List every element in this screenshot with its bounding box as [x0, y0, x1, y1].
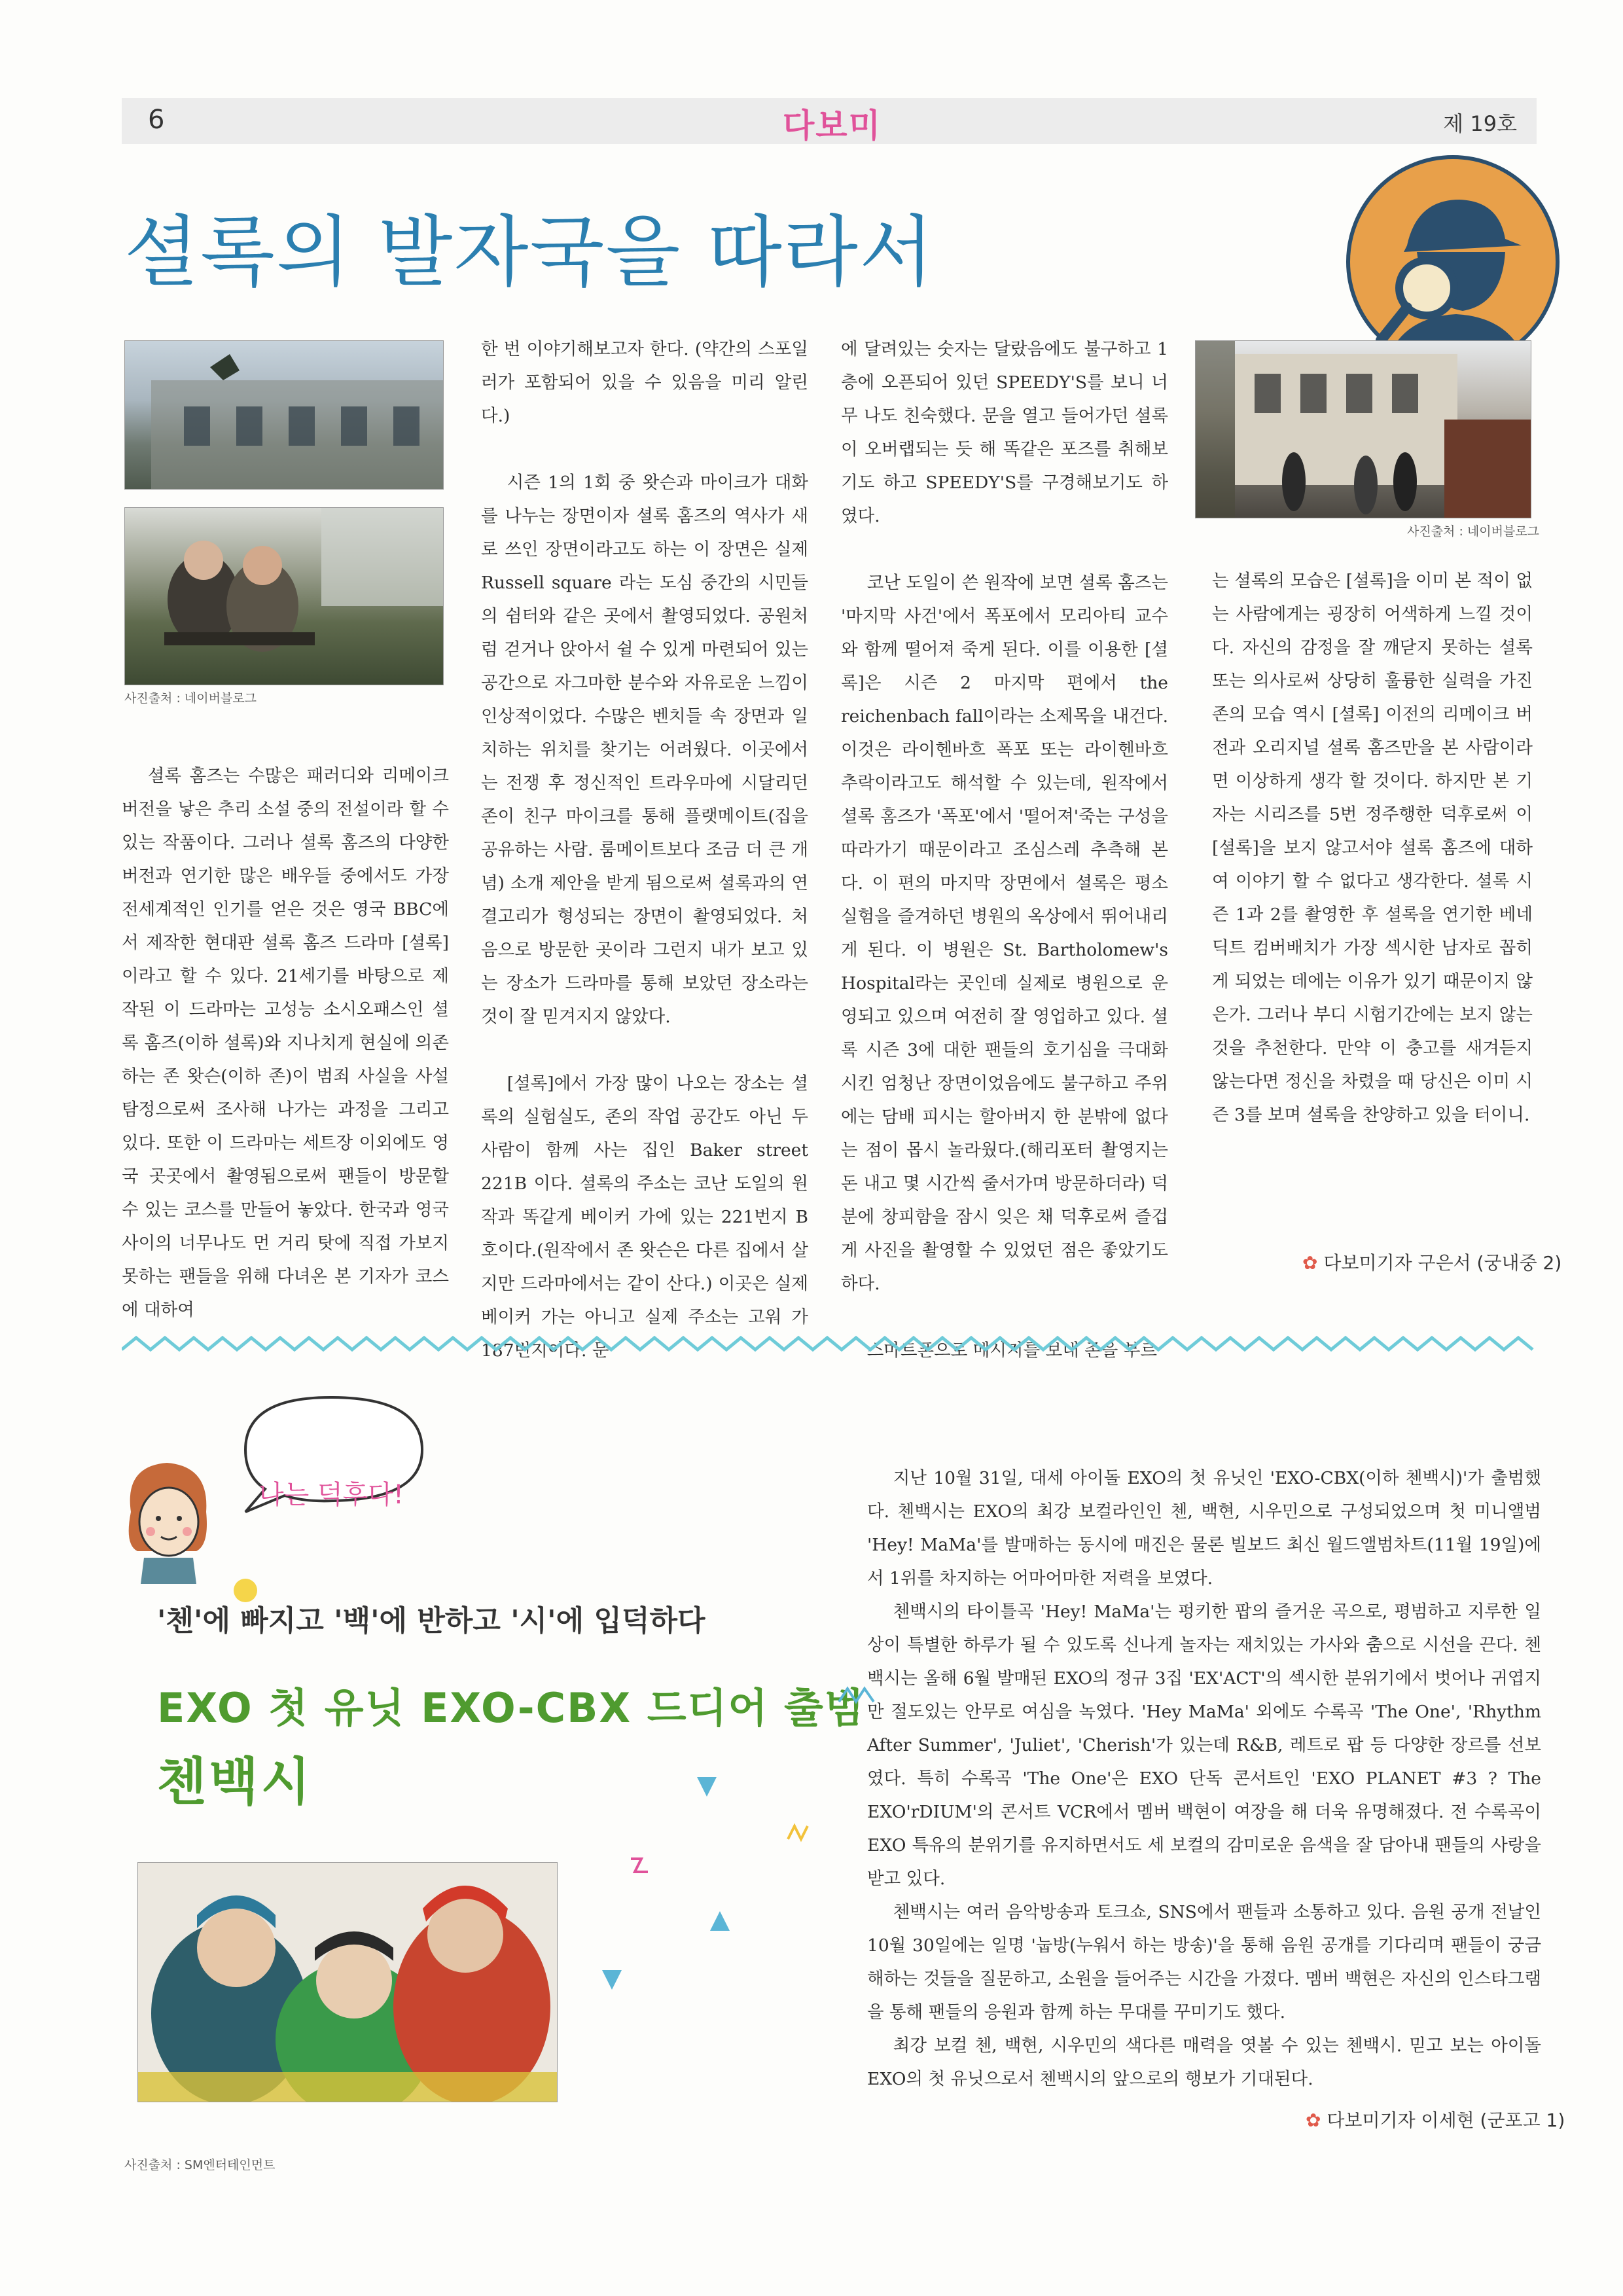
article-subtitle: '첸'에 빠지고 '백'에 반하고 '시'에 입덕하다	[157, 1604, 705, 1638]
building-photo	[124, 340, 444, 490]
building-photo-illustration	[125, 341, 443, 489]
flower-icon: ✿	[1302, 1252, 1318, 1274]
paragraph: 시즌 1의 1회 중 왓슨과 마이크가 대화를 나누는 장면이자 셜록 홈즈의 역사가 새로 쓰인 장면이라고도 하는 이 장면은 실제 Russell square 라는 도심 중간의 시민들의 쉼터와 같은 곳에서 촬영되었다. 공원처럼 걷거나 앉아서 쉴 수 있게 마련되어 있는 공간으로 자그마한 분수와 자유로운 느낌이 인상적이었다. 수많은 벤치들 속 장면과 일치하는 위치를 찾기는 어려웠다. 이곳에서는 전쟁 후 정신적인 트라우마에 시달리던 존이 친구 마이크를 통해 플랫메이트(집을 공유하는 사람. 룸메이트보다 조금 더 큰 개념) 소개 제안을 받게 됨으로써 셜록과의 연결고리가 형성되는 장면이 촬영되었다. 처음으로 방문한 곳이라 그런지 내가 보고 있는 장소가 드라마를 통해 보았던 장소라는 것이 잘 믿겨지지 않았다.	[481, 473, 808, 1027]
photo-caption: 사진출처 : SM엔터테인먼트	[124, 2158, 276, 2172]
paragraph: 지난 10월 31일, 대세 아이돌 EXO의 첫 유닛인 'EXO-CBX(이하 첸백시)'가 출범했다. 첸백시는 EXO의 최강 보컬라인인 첸, 백현, 시우민으로 구성되었으며 첫 미니앨범 'Hey! MaMa'를 발매하는 동시에 매진은 물론 빌보드 최신 월드앨범차트(11월 19일)에서 1위를 차지하는 어마어마한 저력을 보였다.	[867, 1468, 1541, 1588]
article-headline-name: 첸백시	[157, 1753, 313, 1812]
photo-caption: 사진출처 : 네이버블로그	[1407, 524, 1540, 539]
byline-text: 다보미기자 이세현 (군포고 1)	[1327, 2109, 1565, 2131]
issue-number: 제 19호	[1443, 111, 1517, 136]
zigzag-divider	[122, 1335, 1537, 1352]
paragraph: 스마트폰으로 메시지를 보내 존을 부르	[866, 1340, 1158, 1361]
paragraph: 셜록 홈즈는 수많은 패러디와 리메이크 버전을 낳은 추리 소설 중의 전설이라 할 수 있는 작품이다. 그러나 셜록 홈즈의 다양한 버전과 연기한 많은 배우들 중에서도 가장 전세계적인 인기를 얻은 것은 영국 BBC에서 제작한 현대판 셜록 홈즈 드라마 [셜록]이라고 할 수 있다. 21세기를 바탕으로 제작된 이 드라마는 고성능 소시오패스인 셜록 홈즈(이하 셜록)와 지나치게 현실에 의존하는 존 왓슨(이하 존)이 범죄 사실을 사설 탐정으로써 조사해 나가는 과정을 그리고 있다. 또한 이 드라마는 세트장 이외에도 영국 곳곳에서 촬영됨으로써 팬들이 방문할 수 있는 코스를 만들어 놓았다. 한국과 영국 사이의 너무나도 먼 거리 탓에 직접 가보지 못하는 팬들을 위해 다녀온 본 기자가 코스에 대하여	[122, 766, 449, 1320]
article-title: 셜록의 발자국을 따라서	[124, 207, 935, 297]
exo-cbx-photo	[137, 1862, 558, 2102]
byline-text: 다보미기자 구은서 (궁내중 2)	[1323, 1252, 1562, 1274]
triangle-decoration	[707, 1908, 733, 1934]
paragraph: 에 달려있는 숫자는 달랐음에도 불구하고 1층에 오픈되어 있던 SPEEDY'S를 보니 너무 나도 친숙했다. 문을 열고 들어가던 셜록이 오버랩되는 듯 해 똑같은 포즈를 취해보기도 하고 SPEEDY'S를 구경해보기도 하였다.	[841, 339, 1168, 526]
article-headline: EXO 첫 유닛 EXO-CBX 드디어 출범	[157, 1684, 865, 1732]
newspaper-logo: 다보미	[783, 107, 882, 145]
girl-icon	[118, 1453, 216, 1584]
byline	[1302, 1249, 1561, 1275]
baker-street-photo-illustration	[1196, 341, 1531, 518]
exo-cbx-photo-illustration	[138, 1863, 557, 2102]
paragraph: 코난 도일이 쓴 원작에 보면 셜록 홈즈는 '마지막 사건'에서 폭포에서 모리아티 교수와 함께 떨어져 죽게 된다. 이를 이용한 [셜록]은 시즌 2 마지막 편에서 the reichenbach fall이라는 소제목을 내건다. 이것은 라이헨바흐 폭포 또는 라이헨바흐 추락이라고도 해석할 수 있는데, 원작에서 셜록 홈즈가 '폭포'에서 '떨어져'죽는 구성을 따라가기 때문이라고 조심스레 추측해 본다. 이 편의 마지막 장면에서 셜록은 평소 실험을 즐겨하던 병원의 옥상에서 뛰어내리게 된다. 이 병원은 St. Bartholomew's Hospital라는 곳인데 실제로 병원으로 운영되고 있으며 여전히 잘 영업하고 있다. 셜록 시즌 3에 대한 팬들의 호기심을 극대화시킨 엄청난 장면이었음에도 불구하고 주위에는 담배 피시는 할아버지 한 분밖에 없다는 점이 몹시 놀라웠다.(해리포터 촬영지는 돈 내고 몇 시간씩 줄서가며 방문하더라) 덕분에 창피함을 잠시 잊은 채 덕후로써 즐겁게 사진을 촬영할 수 있었던 점은 좋았기도 하다.	[841, 573, 1168, 1294]
article-column-4	[1212, 564, 1533, 1132]
article-column-1	[122, 759, 449, 1327]
article-column-2	[481, 332, 808, 1367]
byline	[1306, 2106, 1565, 2132]
article-column-3	[841, 332, 1168, 1367]
paragraph: 첸백시는 여러 음악방송과 토크쇼, SNS에서 팬들과 소통하고 있다. 음원 공개 전날인 10월 30일에는 일명 '눕방(누워서 하는 방송)'을 통해 음원 공개를 기다리며 팬들이 궁금해하는 것들을 질문하고, 소원을 들어주는 시간을 가졌다. 멤버 백현은 자신의 인스타그램을 통해 팬들의 응원과 함께 하는 무대를 꾸미기도 했다.	[867, 1902, 1541, 2022]
photo-caption: 사진출처 : 네이버블로그	[124, 691, 257, 706]
article2-body	[867, 1462, 1541, 2096]
triangle-decoration	[599, 1967, 625, 1993]
zigzag-decoration	[785, 1820, 812, 1846]
paragraph: 첸백시의 타이틀곡 'Hey! MaMa'는 펑키한 팝의 즐거운 곡으로, 평범하고 지루한 일상이 특별한 하루가 될 수 있도록 신나게 놀자는 재치있는 가사와 춤으로 시선을 끈다. 첸백시는 올해 6월 발매된 EXO의 정규 3집 'EX'ACT'의 섹시한 분위기에서 벗어나 귀엽지만 절도있는 안무로 여심을 녹였다. 'Hey MaMa' 외에도 수록곡 'The One', 'Rhythm After Summer', 'Juliet', 'Cherish'가 있는데 R&B, 레트로 팝 등 다양한 장르를 선보였다. 특히 수록곡 'The One'은 EXO 단독 콘서트인 'EXO PLANET #3 ? The EXO'rDIUM'의 콘서트 VCR에서 멤버 백현이 여장을 해 더욱 유명해졌다. 전 수록곡이 EXO 특유의 분위기를 유지하면서도 세 보컬의 감미로운 음색을 잘 담아내 팬들의 사랑을 받고 있다.	[867, 1602, 1541, 1889]
flower-icon: ✿	[1306, 2109, 1321, 2131]
paragraph: 한 번 이야기해보고자 한다. (약간의 스포일러가 포함되어 있을 수 있음을 미리 알린다.)	[481, 339, 808, 426]
page-number: 6	[148, 105, 165, 135]
paragraph: [셜록]에서 가장 많이 나오는 장소는 셜록의 실험실도, 존의 작업 공간도 아닌 두 사람이 함께 사는 집인 Baker street 221B 이다. 셜록의 주소는 코난 도일의 원작과 똑같게 베이커 가에 있는 221번지 B호이다.(원작에서 존 왓슨은 다른 집에서 살지만 드라마에서는 같이 산다.) 이곳은 실제 베이커 가는 아니고 실제 주소는 고워 가 187번지이다. 문	[481, 1073, 808, 1361]
detective-icon	[1345, 154, 1561, 370]
bubble-text: 나는 덕후다!	[259, 1480, 404, 1510]
park-photo	[124, 507, 444, 685]
triangle-decoration	[694, 1774, 720, 1800]
zigzag-decoration	[628, 1852, 654, 1878]
paragraph: 최강 보컬 첸, 백현, 시우민의 색다른 매력을 엿볼 수 있는 첸백시. 믿고 보는 아이돌 EXO의 첫 유닛으로서 첸백시의 앞으로의 행보가 기대된다.	[867, 2036, 1541, 2089]
park-photo-illustration	[125, 508, 443, 685]
paragraph: 는 셜록의 모습은 [셜록]을 이미 본 적이 없는 사람에게는 굉장히 어색하게 느낄 것이다. 자신의 감정을 잘 깨닫지 못하는 셜록 또는 의사로써 상당히 훌륭한 실력을 가진 존의 모습 역시 [셜록] 이전의 리메이크 버전과 오리지널 셜록 홈즈만을 본 사람이라면 이상하게 생각 할 것이다. 하지만 본 기자는 시리즈를 5번 정주행한 덕후로써 이 [셜록]을 보지 않고서야 셜록 홈즈에 대하여 이야기 할 수 없다고 생각한다. 셜록 시즌 1과 2를 촬영한 후 셜록을 연기한 베네딕트 컴버배치가 가장 섹시한 남자로 꼽히게 되었는 데에는 이유가 있기 때문이지 않은가. 그러나 부디 시험기간에는 보지 않는 것을 추천한다. 만약 이 충고를 새겨듣지 않는다면 정신을 차렸을 때 당신은 이미 시즌 3를 보며 셜록을 찬양하고 있을 터이니.	[1212, 571, 1533, 1125]
baker-street-photo	[1195, 340, 1531, 518]
page-header	[122, 98, 1537, 144]
